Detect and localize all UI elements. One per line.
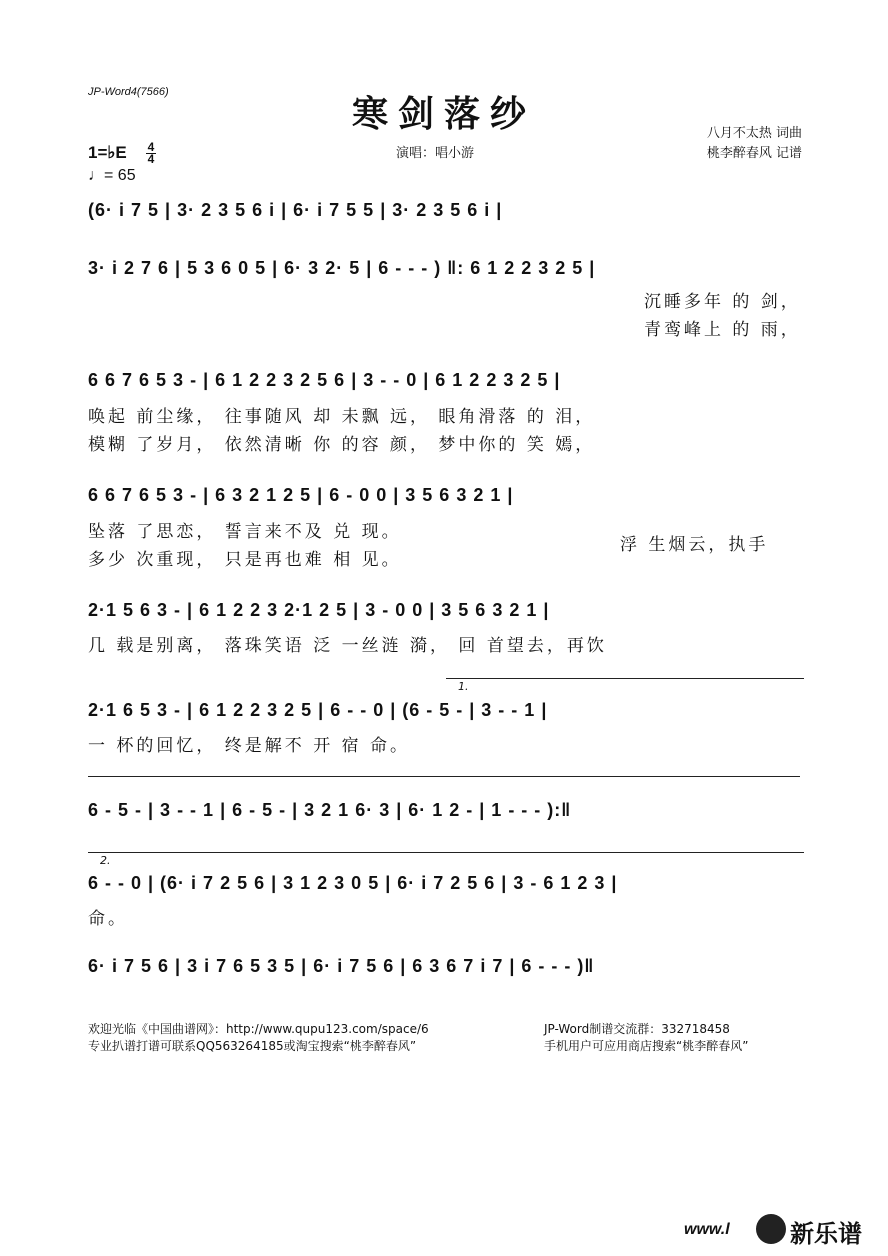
- lyric-line: 模糊 了岁月， 依然清晰 你 的容 颜， 梦中你的 笑 嫣，: [88, 435, 596, 455]
- lyricist-credit: 八月不太热 词曲: [706, 126, 802, 141]
- volta-bracket: [446, 678, 804, 679]
- volta-bracket: [88, 776, 800, 777]
- lyric-line: 命。: [88, 909, 128, 929]
- volta-label: 1.: [458, 680, 469, 693]
- notation-row: (6· i 7 5 | 3· 2 3 5 6 i | 6· i 7 5 5 | 3· 2 3 5 6 i |: [88, 200, 503, 220]
- vinyl-icon: [756, 1214, 786, 1244]
- footer-text: 手机用户可应用商店搜索“桃李醉春风”: [544, 1039, 749, 1053]
- lyric-line: 一 杯的回忆， 终是解不 开 宿 命。: [88, 736, 411, 756]
- time-sig-bottom: 4: [147, 152, 155, 166]
- song-title: 寒剑落纱: [351, 93, 536, 135]
- notation-row: 6· i 7 5 6 | 3 i 7 6 5 3 5 | 6· i 7 5 6 | 6 3 6 7 i 7 | 6 - - - )‖: [88, 956, 595, 976]
- time-sig-top: 4: [147, 140, 155, 154]
- singer: 演唱：唱小游: [396, 146, 475, 161]
- lyric-line: 青鸾峰上 的 雨，: [644, 320, 801, 340]
- notation-row: 6 - - 0 | (6· i 7 2 5 6 | 3 1 2 3 0 5 | 6· i 7 2 5 6 | 3 - 6 1 2 3 |: [88, 873, 618, 893]
- lyric-line: 坠落 了思恋， 誓言来不及 兑 现。: [88, 522, 402, 542]
- notation-row: 6 6 7 6 5 3 - | 6 1 2 2 3 2 5 6 | 3 - - 0 | 6 1 2 2 3 2 5 |: [88, 370, 561, 390]
- notation-row: 3· i 2 7 6 | 5 3 6 0 5 | 6· 3 2· 5 | 6 - - - ) ‖: 6 1 2 2 3 2 5 |: [88, 258, 596, 278]
- volta-label: 2.: [100, 854, 111, 867]
- lyric-line: 多少 次重现， 只是再也难 相 见。: [88, 550, 402, 570]
- app-version: JP-Word4(7566): [88, 86, 169, 98]
- tempo: ♩= 65: [88, 167, 136, 184]
- notation-row: 2·1 6 5 3 - | 6 1 2 2 3 2 5 | 6 - - 0 | (6 - 5 - | 3 - - 1 |: [88, 700, 548, 720]
- lyric-line: 沉睡多年 的 剑，: [644, 292, 801, 312]
- transcriber-credit: 桃李醉春风 记谱: [706, 146, 802, 161]
- lyric-line: 几 载是别离， 落珠笑语 泛 一丝涟 漪， 回 首望去，再饮: [88, 636, 607, 656]
- notation-row: 6 6 7 6 5 3 - | 6 3 2 1 2 5 | 6 - 0 0 | 3 5 6 3 2 1 |: [88, 485, 514, 505]
- key-signature: 1=♭E: [88, 143, 127, 162]
- watermark-brand: 新乐谱: [790, 1220, 862, 1248]
- lyric-line-side: 浮 生烟云，执手: [620, 535, 769, 555]
- footer-text: 专业扒谱打谱可联系QQ563264185或淘宝搜索“桃李醉春风”: [88, 1039, 417, 1053]
- notation-row: 6 - 5 - | 3 - - 1 | 6 - 5 - | 3 2 1 6· 3 | 6· 1 2 - | 1 - - - ):‖: [88, 800, 572, 820]
- volta-bracket: [88, 852, 804, 853]
- lyric-line: 唤起 前尘缘， 往事随风 却 未飘 远， 眼角滑落 的 泪，: [88, 407, 596, 427]
- footer-text: 欢迎光临《中国曲谱网》：http://www.qupu123.com/space/6: [88, 1022, 429, 1036]
- notation-row: 2·1 5 6 3 - | 6 1 2 2 3 2·1 2 5 | 3 - 0 0 | 3 5 6 3 2 1 |: [88, 600, 550, 620]
- time-signature: [146, 142, 156, 165]
- footer-text: JP-Word制谱交流群：332718458: [544, 1022, 730, 1036]
- watermark-url: www.l: [684, 1221, 730, 1238]
